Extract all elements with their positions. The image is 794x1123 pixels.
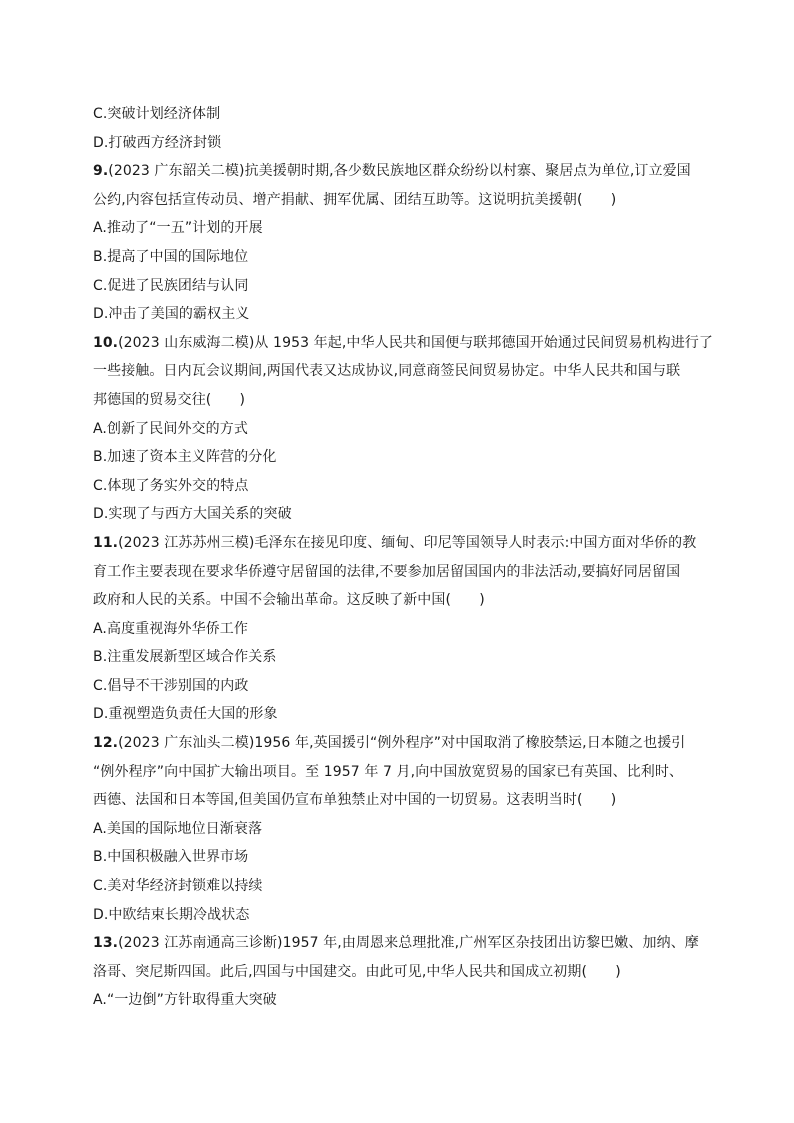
option-line: C.促进了民族团结与认同 — [93, 277, 249, 294]
question-11-line — [93, 529, 703, 558]
question-number: 11. — [93, 534, 119, 551]
option-line: C.倡导不干涉别国的内政 — [93, 677, 249, 694]
question-text: (2023 江苏南通高三诊断)1957 年,由周恩来总理批准,广州军区杂技团出访黎巴嫩、加纳、摩 — [118, 935, 699, 952]
question-number: 12. — [93, 735, 119, 752]
option-line: C.体现了务实外交的特点 — [93, 477, 249, 494]
question-continuation: 一些接触。日内瓦会议期间,两国代表又达成协议,同意商签民间贸易协定。中华人民共和国与联 — [93, 363, 681, 380]
question-text: (2023 江苏苏州三模)毛泽东在接见印度、缅甸、印尼等国领导人时表示:中国方面对华侨的教 — [118, 534, 697, 551]
question-number: 10. — [93, 334, 119, 351]
question-continuation: 西德、法国和日本等国,但美国仍宣布单独禁止对中国的一切贸易。这表明当时( ) — [93, 792, 617, 809]
option-line: C.突破计划经济体制 — [93, 106, 221, 122]
option-line: D.重视塑造负责任大国的形象 — [93, 706, 278, 723]
option-line: D.冲击了美国的霸权主义 — [93, 306, 250, 323]
document-page — [93, 100, 713, 1015]
question-continuation: 洛哥、突尼斯四国。此后,四国与中国建交。由此可见,中华人民共和国成立初期( ) — [93, 963, 621, 980]
option-line: B.提高了中国的国际地位 — [93, 248, 249, 265]
question-text: (2023 广东韶关二模)抗美援朝时期,各少数民族地区群众纷纷以村寨、聚居点为单位,订立爱国 — [108, 163, 691, 180]
question-continuation: 政府和人民的关系。中国不会输出革命。这反映了新中国( ) — [93, 592, 485, 609]
question-10-line — [93, 329, 713, 358]
question-continuation: “例外程序”向中国扩大输出项目。至 1957 年 7 月,向中国放宽贸易的国家已有英国、比利时、 — [93, 763, 684, 780]
option-line: D.中欧结束长期冷战状态 — [93, 906, 250, 923]
option-line: A.创新了民间外交的方式 — [93, 420, 248, 437]
option-line: A.推动了“一五”计划的开展 — [93, 220, 263, 237]
option-line: B.中国积极融入世界市场 — [93, 849, 249, 866]
question-continuation: 邦德国的贸易交往( ) — [93, 391, 246, 408]
option-line: B.注重发展新型区域合作关系 — [93, 649, 277, 666]
option-line: D.实现了与西方大国关系的突破 — [93, 506, 292, 523]
question-text: (2023 山东威海二模)从 1953 年起,中华人民共和国便与联邦德国开始通过民间贸易机构进行了 — [118, 334, 713, 351]
option-line: C.美对华经济封锁难以持续 — [93, 878, 263, 895]
question-13-line — [93, 929, 703, 958]
question-number: 9. — [93, 163, 109, 180]
question-text: (2023 广东汕头二模)1956 年,英国援引“例外程序”对中国取消了橡胶禁运,日本随之也援引 — [118, 735, 686, 752]
question-continuation: 公约,内容包括宣传动员、增产捐献、拥军优属、团结互助等。这说明抗美援朝( ) — [93, 191, 617, 208]
option-line: A.“一边倒”方针取得重大突破 — [93, 992, 277, 1009]
question-12-line — [93, 729, 703, 758]
question-9-line — [93, 157, 703, 186]
question-number: 13. — [93, 935, 119, 952]
option-line: B.加速了资本主义阵营的分化 — [93, 449, 277, 466]
question-continuation: 育工作主要表现在要求华侨遵守居留国的法律,不要参加居留国国内的非法活动,要搞好同居留国 — [93, 563, 681, 580]
option-line: D.打破西方经济封锁 — [93, 134, 222, 151]
option-line: A.美国的国际地位日渐衰落 — [93, 820, 263, 837]
option-line: A.高度重视海外华侨工作 — [93, 620, 248, 637]
